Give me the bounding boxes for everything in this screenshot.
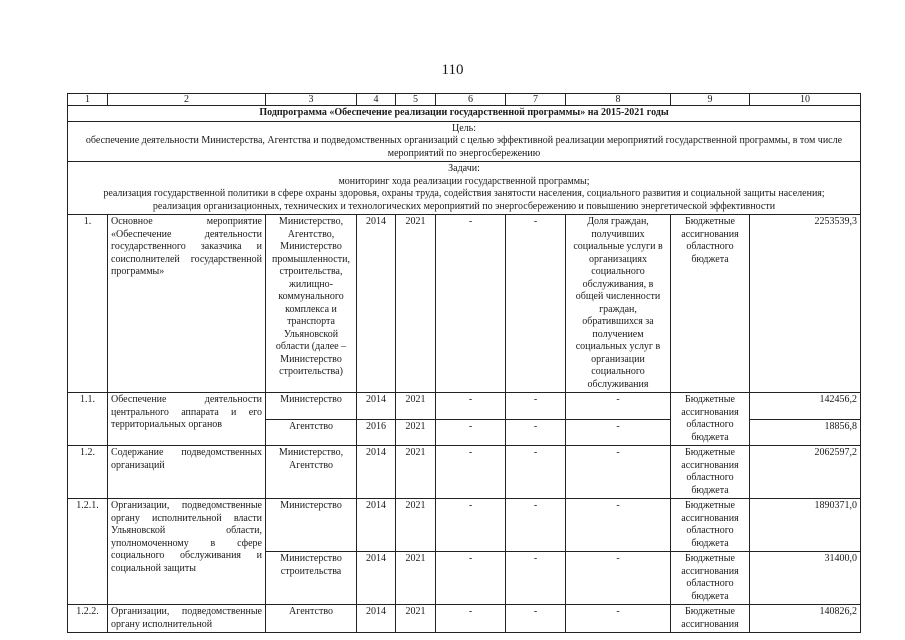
col6-value: - [436,393,506,420]
end-year: 2021 [396,499,436,552]
column-header-row [68,94,861,106]
executor: Министерство, Агентство, Министерство промышленности, строительства, жилищно-коммунального комплекса и транспорта Ульяновской области (далее – Министерство строительства) [266,215,357,393]
subprogram-title-row [68,106,861,122]
executor: Министерство [266,499,357,552]
start-year: 2014 [357,605,396,633]
col6-value: - [436,605,506,633]
task-item: реализация организационных, технических и технологических мероприятий по энергосбережению и повышению энергетической эффективности [152,200,776,212]
col-header: 7 [506,94,566,106]
executor: Министерство [266,393,357,420]
activity-name: Организации, подведомственные органу исполнительной [108,605,266,633]
col7-value: - [506,605,566,633]
row-number: 1.2. [68,446,108,499]
funding-source: Бюджетные ассигнования [671,605,750,633]
executor: Агентство [266,419,357,446]
col6-value: - [436,419,506,446]
task-item: мониторинг хода реализации государственной программы; [338,175,590,187]
col-header: 5 [396,94,436,106]
amount: 2062597,2 [750,446,861,499]
amount: 31400,0 [750,552,861,605]
start-year: 2014 [357,393,396,420]
tasks-cell [68,162,861,215]
end-year: 2021 [396,419,436,446]
col-header: 2 [108,94,266,106]
amount: 18856,8 [750,419,861,446]
col6-value: - [436,552,506,605]
indicator: - [566,446,671,499]
funding-source: Бюджетные ассигнования областного бюджета [671,393,750,446]
start-year: 2014 [357,552,396,605]
amount: 1890371,0 [750,499,861,552]
tasks-label: Задачи: [448,163,480,174]
amount: 142456,2 [750,393,861,420]
funding-source: Бюджетные ассигнования областного бюджета [671,446,750,499]
executor: Агентство [266,605,357,633]
start-year: 2014 [357,446,396,499]
col6-value: - [436,446,506,499]
row-number: 1.2.2. [68,605,108,633]
col-header: 6 [436,94,506,106]
funding-source: Бюджетные ассигнования областного бюджета [671,552,750,605]
start-year: 2014 [357,499,396,552]
col-header: 9 [671,94,750,106]
start-year: 2016 [357,419,396,446]
goal-cell [68,121,861,162]
col7-value: - [506,393,566,420]
table-row [68,605,861,633]
col-header: 1 [68,94,108,106]
indicator: - [566,605,671,633]
activity-name: Основное мероприятие «Обеспечение деятельности государственного заказчика и соисполнителей государственной программы» [108,215,266,393]
goal-label: Цель: [452,122,476,134]
tasks-row [68,162,861,215]
end-year: 2021 [396,215,436,393]
col7-value: - [506,552,566,605]
col-header: 10 [750,94,861,106]
amount: 140826,2 [750,605,861,633]
task-item: реализация государственной политики в сфере охраны здоровья, охраны труда, содействия занятости населения, социального развития и социальной защиты населения; [103,188,825,199]
col7-value: - [506,499,566,552]
subprogram-title: Подпрограмма «Обеспечение реализации государственной программы» на 2015-2021 годы [68,106,861,122]
row-number: 1. [68,215,108,393]
executor: Министерство строительства [266,552,357,605]
col-header: 8 [566,94,671,106]
goal-text: обеспечение деятельности Министерства, Агентства и подведомственных организаций с целью эффективной реализации мероприятий государственной программы, в том числе мероприятий по энергосбережению [85,135,843,159]
indicator: - [566,552,671,605]
indicator: - [566,419,671,446]
col6-value: - [436,215,506,393]
col-header: 3 [266,94,357,106]
table-row [68,499,861,552]
end-year: 2021 [396,605,436,633]
row-number: 1.1. [68,393,108,446]
amount: 2253539,3 [750,215,861,393]
end-year: 2021 [396,446,436,499]
end-year: 2021 [396,552,436,605]
table-row [68,215,861,393]
col7-value: - [506,446,566,499]
activity-name: Обеспечение деятельности центрального аппарата и его территориальных органов [108,393,266,446]
activity-name: Организации, подведомственные органу исполнительной власти Ульяновской области, уполномоченному в сфере социального обслуживания и социальной защиты [108,499,266,605]
col7-value: - [506,419,566,446]
page-number: 110 [441,62,464,78]
col-header: 4 [357,94,396,106]
program-table [67,93,861,633]
funding-source: Бюджетные ассигнования областного бюджета [671,215,750,393]
indicator: Доля граждан, получивших социальные услуги в организациях социального обслуживания, в общей численности граждан, обратившихся за получением социальных услуг в организации социального обслуживания [566,215,671,393]
goal-row [68,121,861,162]
col6-value: - [436,499,506,552]
indicator: - [566,499,671,552]
executor: Министерство, Агентство [266,446,357,499]
table-row [68,393,861,420]
end-year: 2021 [396,393,436,420]
start-year: 2014 [357,215,396,393]
indicator: - [566,393,671,420]
row-number: 1.2.1. [68,499,108,605]
table-row [68,446,861,499]
funding-source: Бюджетные ассигнования областного бюджета [671,499,750,552]
col7-value: - [506,215,566,393]
activity-name: Содержание подведомственных организаций [108,446,266,499]
